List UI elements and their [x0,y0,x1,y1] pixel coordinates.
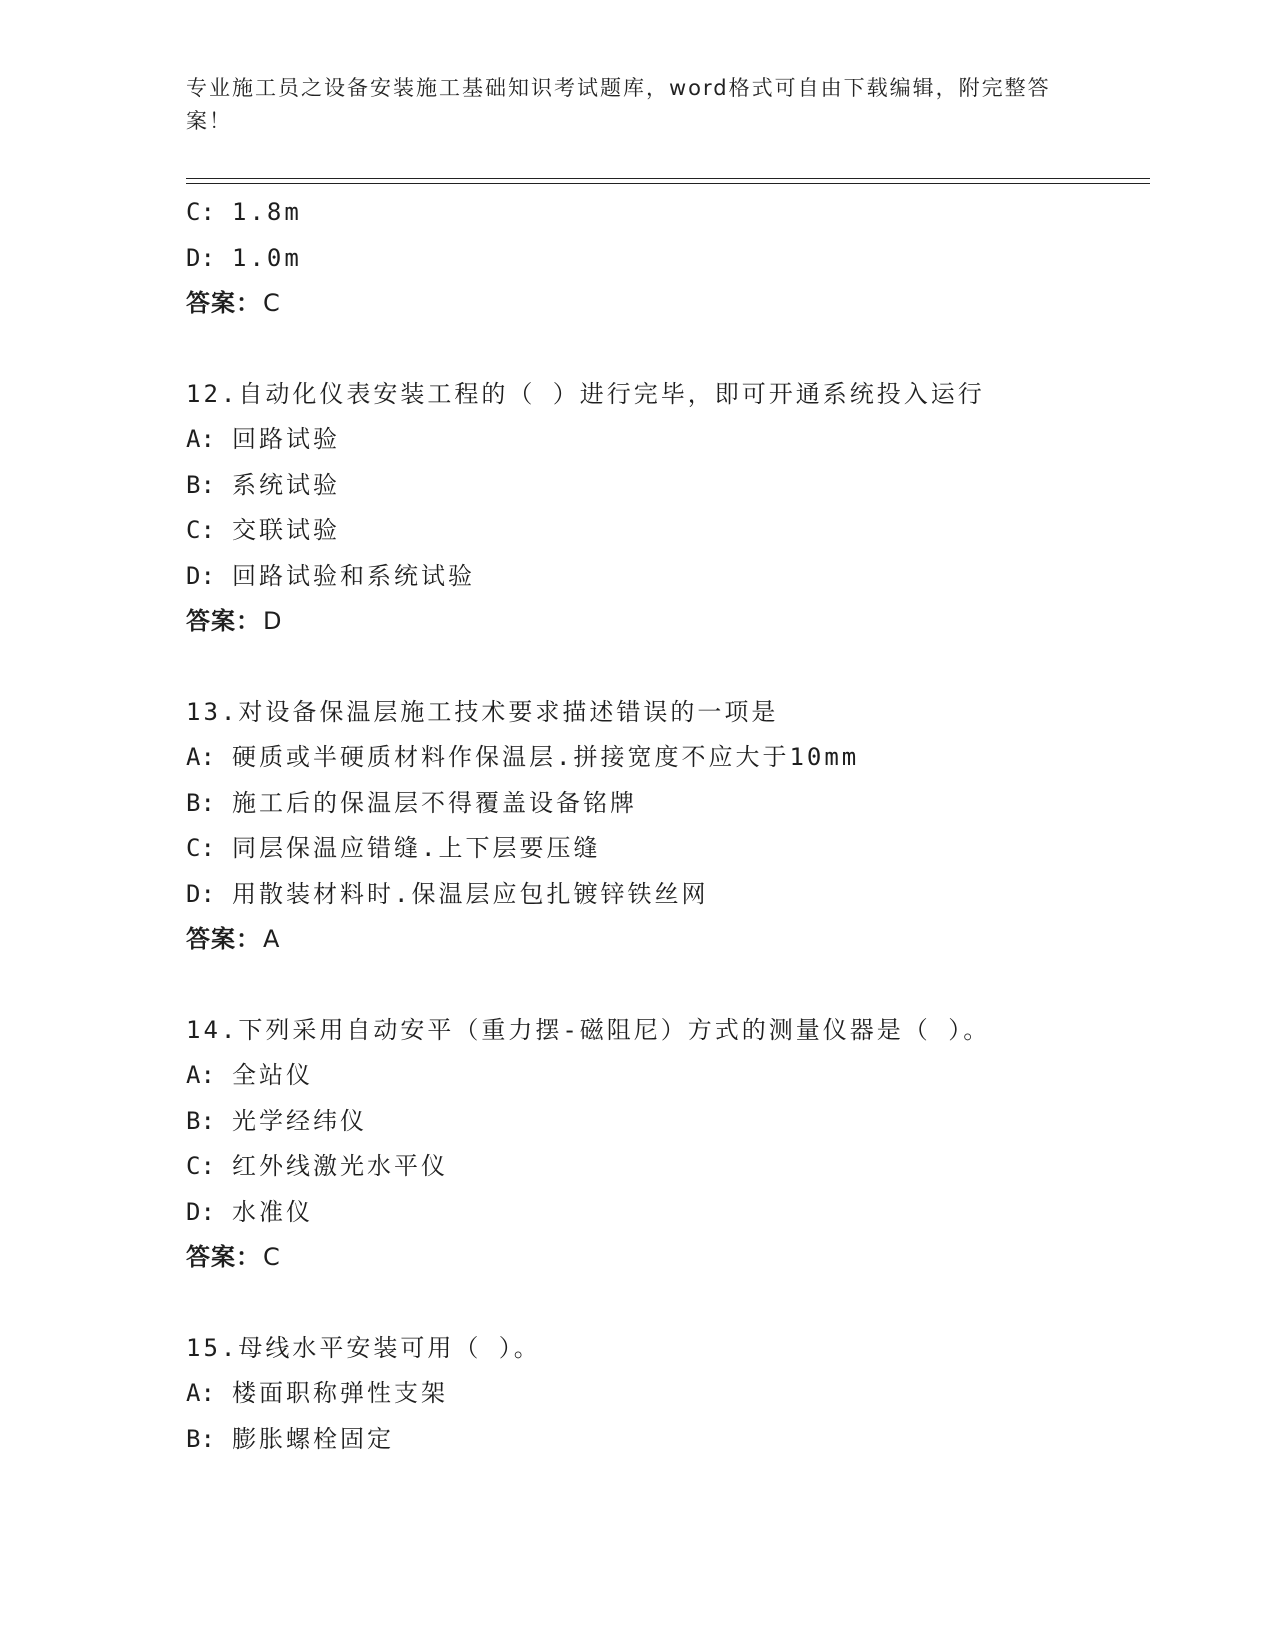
question-list [186,190,1146,1462]
header-rule-bottom [186,183,1150,184]
option-b [186,1417,1146,1463]
option-a [186,1053,1146,1099]
option-text: 全站仪 [232,1061,313,1089]
question-stem: 12.自动化仪表安装工程的（ ）进行完毕，即可开通系统投入运行 [186,379,985,408]
answer-label: 答案： [186,1243,261,1271]
option-letter: D: [186,879,215,908]
option-d [186,872,1146,918]
option-text: 楼面职称弹性支架 [232,1379,448,1407]
header-rule-top [186,178,1150,179]
option-text: 回路试验和系统试验 [232,561,475,590]
option-letter: B: [186,470,215,499]
option-text: 1.0m [232,243,302,272]
option-text: 膨胀螺栓固定 [232,1424,394,1453]
option-letter: A: [186,743,215,771]
option-d [186,1190,1146,1236]
option-a [186,735,1146,781]
option-a [186,417,1146,463]
option-letter: C: [186,1152,215,1180]
option-b [186,463,1146,509]
option-text: 1.8m [232,198,302,226]
answer-line [186,917,1146,963]
option-text: 用散装材料时.保温层应包扎镀锌铁丝网 [232,879,709,908]
question-stem: 13.对设备保温层施工技术要求描述错误的一项是 [186,697,779,726]
answer-line [186,1235,1146,1281]
option-text: 交联试验 [232,516,340,544]
answer-value: C [263,1243,283,1271]
question-stem: 15.母线水平安装可用（ ）。 [186,1333,541,1362]
option-d [186,554,1146,600]
option-c [186,826,1146,872]
option-letter: C: [186,516,215,544]
option-letter: C: [186,198,215,226]
option-text: 同层保温应错缝.上下层要压缝 [232,834,601,862]
option-b [186,781,1146,827]
option-letter: A: [186,425,215,453]
option-letter: D: [186,561,215,590]
option-b [186,1099,1146,1145]
option-text: 回路试验 [232,425,340,453]
answer-line [186,281,1146,327]
option-c [186,190,1146,236]
answer-label: 答案： [186,607,261,635]
answer-label: 答案： [186,289,261,317]
option-text: 系统试验 [232,470,340,499]
option-text: 施工后的保温层不得覆盖设备铭牌 [232,788,637,817]
answer-value: A [263,925,283,953]
option-text: 光学经纬仪 [232,1106,367,1135]
option-c [186,1144,1146,1190]
option-a [186,1371,1146,1417]
option-letter: A: [186,1379,215,1407]
question-stem: 14.下列采用自动安平（重力摆-磁阻尼）方式的测量仪器是（ ）。 [186,1015,991,1044]
option-d [186,236,1146,282]
option-letter: D: [186,243,215,272]
page-header: 专业施工员之设备安装施工基础知识考试题库，word格式可自由下载编辑，附完整答案！ [186,76,1051,133]
option-letter: A: [186,1061,215,1089]
option-letter: B: [186,1106,215,1135]
option-letter: D: [186,1197,215,1226]
answer-value: D [263,607,285,635]
option-letter: B: [186,788,215,817]
answer-label: 答案： [186,925,261,953]
answer-value: C [263,289,283,317]
option-text: 水准仪 [232,1197,313,1226]
answer-line [186,599,1146,645]
option-text: 硬质或半硬质材料作保温层.拼接宽度不应大于10mm [232,743,860,771]
option-text: 红外线激光水平仪 [232,1152,448,1180]
option-letter: C: [186,834,215,862]
option-letter: B: [186,1424,215,1453]
option-c [186,508,1146,554]
